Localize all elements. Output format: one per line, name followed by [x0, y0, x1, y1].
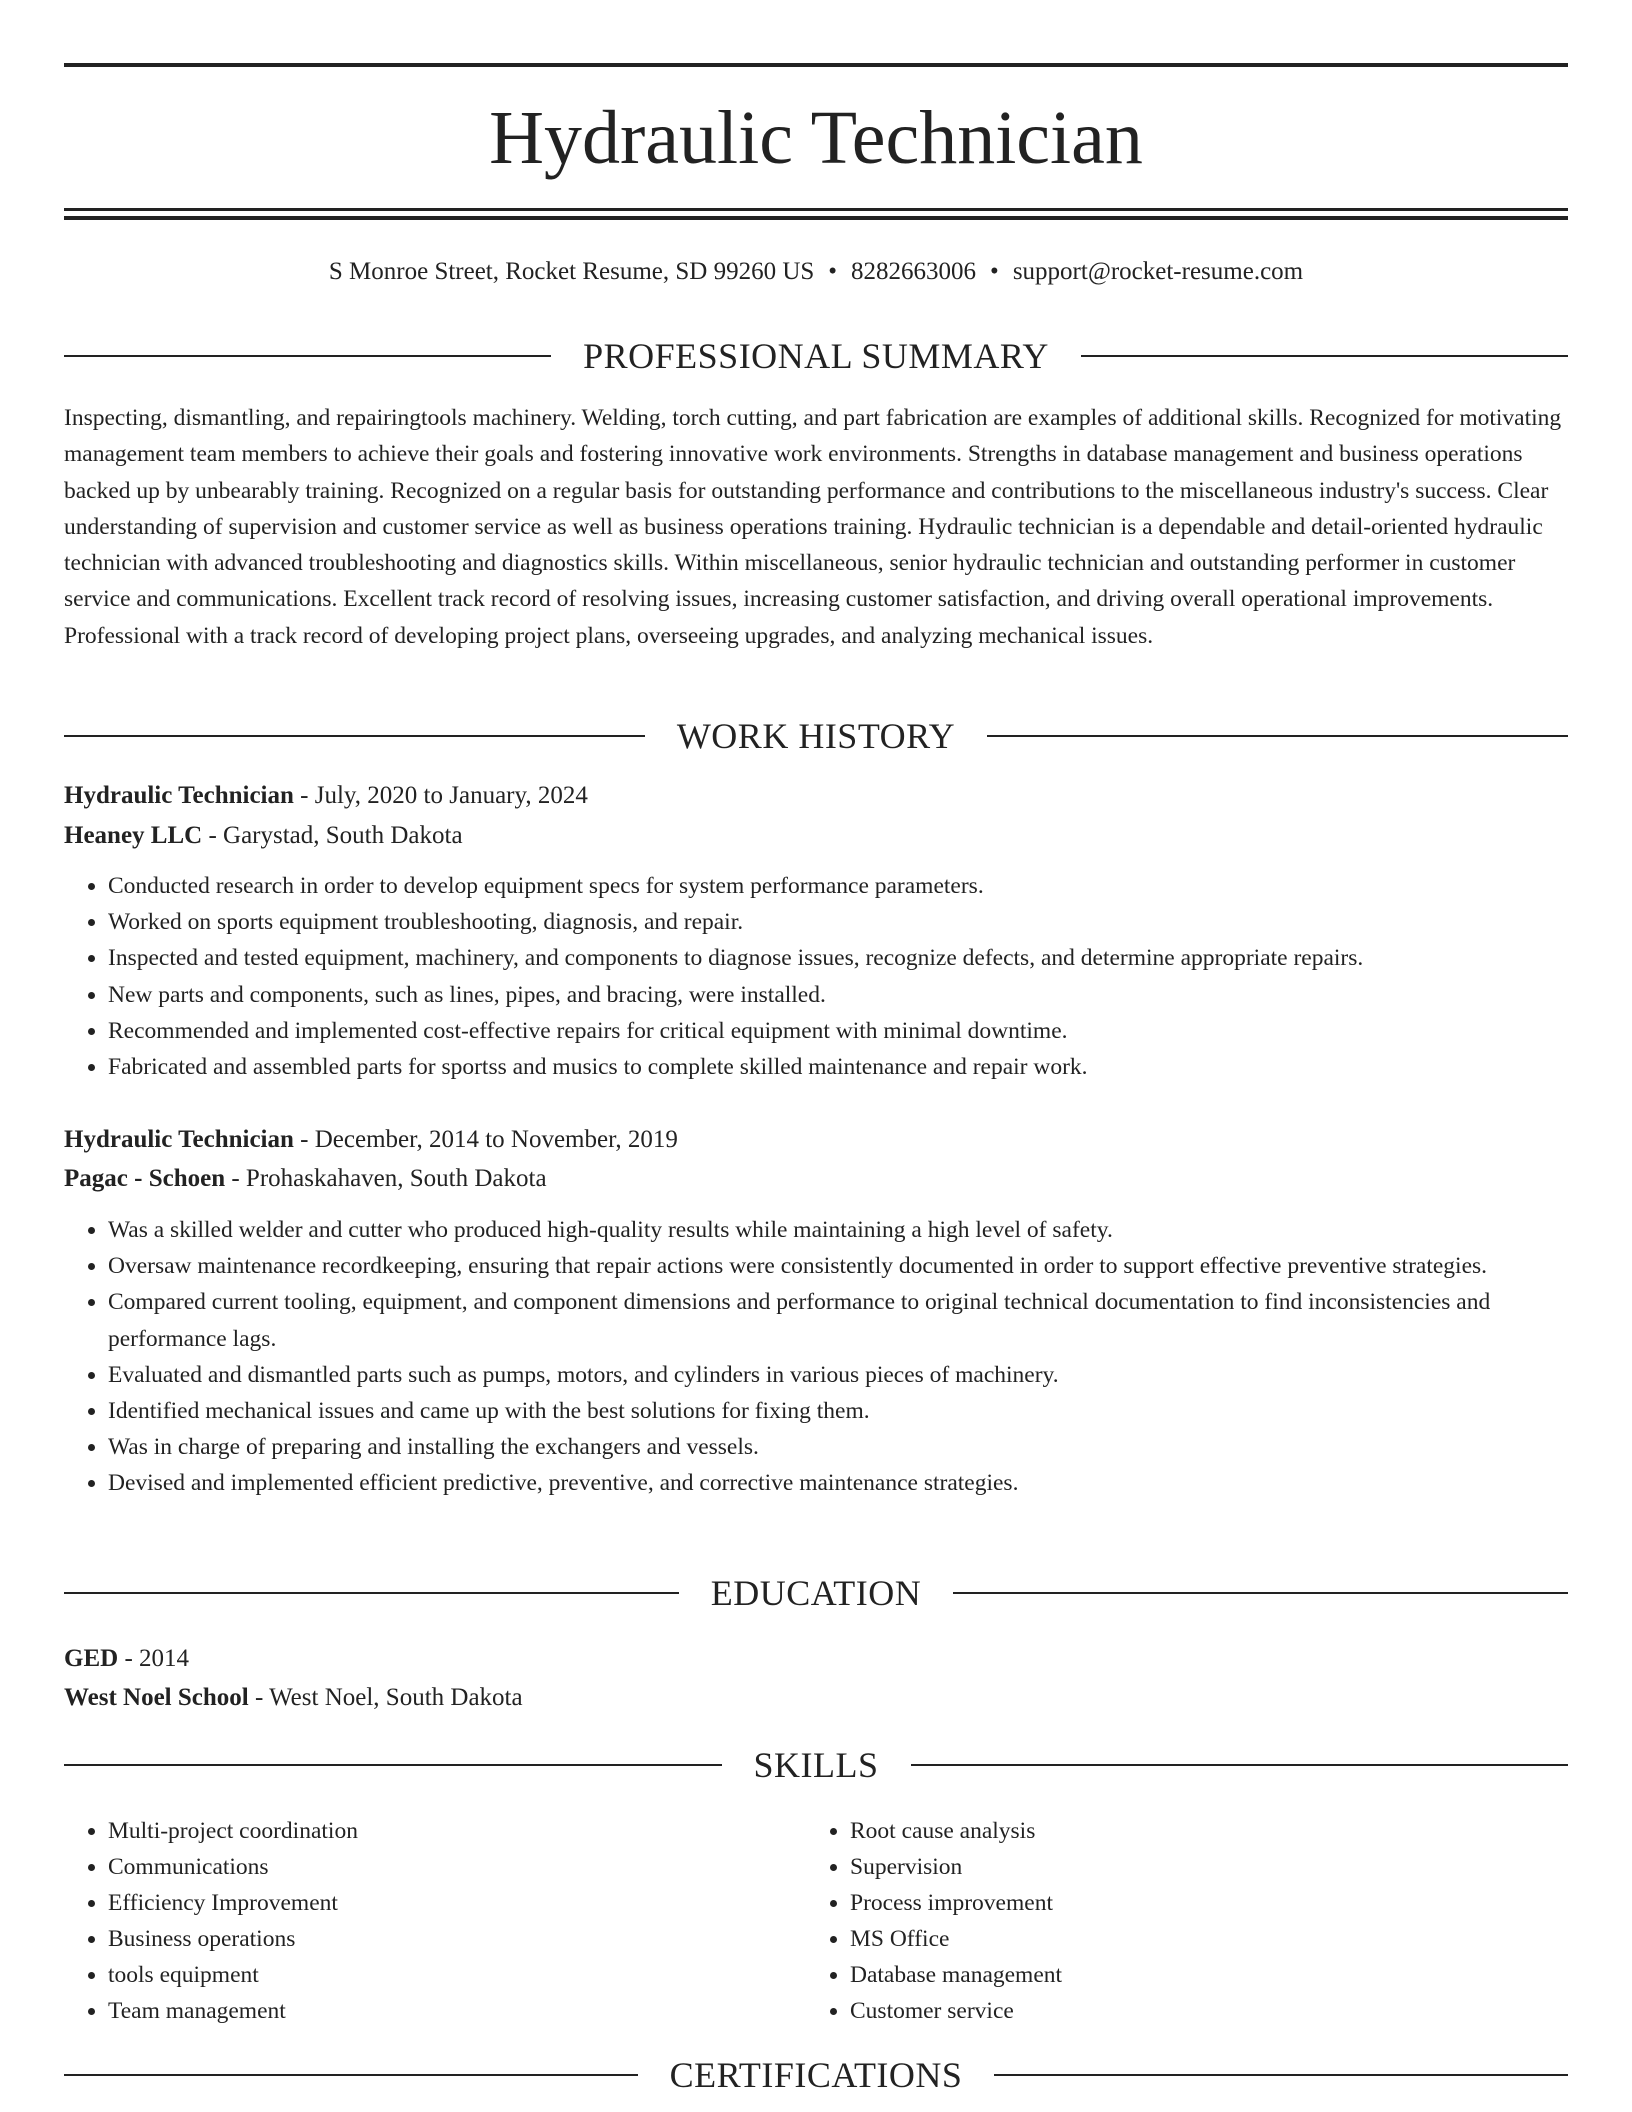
section-rule [64, 1764, 722, 1766]
section-rule [953, 1592, 1568, 1594]
job-title: Hydraulic Technician [64, 1126, 294, 1153]
skill-item: • MS Office [850, 1921, 1568, 1957]
job-bullets [64, 1212, 1568, 1502]
education-year: - 2014 [118, 1645, 190, 1672]
section-header-education [64, 1571, 1568, 1615]
candidate-name: Hydraulic Technician [489, 96, 1143, 180]
section-title: SKILLS [753, 1745, 879, 1785]
section-header-skills [64, 1743, 1568, 1787]
education-degree: GED [64, 1645, 119, 1672]
contact-phone: 8282663006 [851, 258, 977, 285]
contact-email: support@rocket-resume.com [1012, 258, 1304, 285]
section-title: CERTIFICATIONS [669, 2055, 963, 2095]
section-header-summary [64, 334, 1568, 378]
list-item: • New parts and components, such as lines, pipes, and bracing, were installed. [108, 977, 1568, 1013]
header-top-rule [64, 63, 1568, 67]
skill-item: • tools equipment [108, 1957, 806, 1993]
skill-item: • Business operations [108, 1921, 806, 1957]
job-title-line [64, 778, 1568, 814]
section-rule [994, 2074, 1568, 2076]
skill-item: • Process improvement [850, 1885, 1568, 1921]
header-double-rule-upper [64, 208, 1568, 211]
section-header-work [64, 714, 1568, 758]
section-rule [987, 735, 1568, 737]
section-rule [911, 1764, 1569, 1766]
job-company-line [64, 818, 1568, 854]
list-item: • Devised and implemented efficient predictive, preventive, and corrective maintenance strategies. [108, 1465, 1568, 1501]
section-rule [64, 1592, 679, 1594]
job-title: Hydraulic Technician [64, 782, 294, 809]
skill-item: • Multi-project coordination [108, 1813, 806, 1849]
job-title-line [64, 1122, 1568, 1158]
skill-item: • Efficiency Improvement [108, 1885, 806, 1921]
list-item: • Compared current tooling, equipment, and component dimensions and performance to original technical documentation to find inconsistencies and performance lags. [108, 1284, 1568, 1356]
list-item: • Recommended and implemented cost-effective repairs for critical equipment with minimal downtime. [108, 1013, 1568, 1049]
skill-item: • Database management [850, 1957, 1568, 1993]
contact-separator: • [828, 258, 838, 285]
section-header-certifications [64, 2053, 1568, 2097]
header-double-rule-lower [64, 216, 1568, 220]
list-item: • Was a skilled welder and cutter who produced high-quality results while maintaining a high level of safety. [108, 1212, 1568, 1248]
section-title: WORK HISTORY [676, 716, 956, 756]
education-location: - West Noel, South Dakota [248, 1684, 523, 1711]
skill-item: • Customer service [850, 1993, 1568, 2029]
job-location: - Garystad, South Dakota [202, 822, 463, 849]
list-item: • Identified mechanical issues and came up with the best solutions for fixing them. [108, 1393, 1568, 1429]
education-degree-line [64, 1641, 1568, 1677]
skill-item: • Team management [108, 1993, 806, 2029]
skill-item: • Supervision [850, 1849, 1568, 1885]
list-item: • Fabricated and assembled parts for sportss and musics to complete skilled maintenance and repair work. [108, 1049, 1568, 1085]
job-company: Heaney LLC [64, 822, 203, 849]
job-company-line [64, 1161, 1568, 1197]
education-school: West Noel School [64, 1684, 249, 1711]
job-dates: - December, 2014 to November, 2019 [293, 1126, 678, 1153]
job-company: Pagac - Schoen [64, 1165, 226, 1192]
contact-separator: • [990, 258, 999, 285]
section-rule [64, 2074, 638, 2076]
job-bullets [64, 868, 1568, 1085]
skills-list-right [806, 1813, 1568, 2029]
skills-list-left [64, 1813, 806, 2029]
section-rule [64, 355, 551, 357]
summary-paragraph: Inspecting, dismantling, and repairingtools machinery. Welding, torch cutting, and part fabrication are examples of additional skills. Recognized for motivating management team members to achieve their goals and fostering innovative work environments. Strengths in database management and business operations backed up by unbearably training. Recognized on a regular basis for outstanding performance and contributions to the miscellaneous industry's success. Clear understanding of supervision and customer service as well as business operations training. Hydraulic technician is a dependable and detail-oriented hydraulic technician with advanced troubleshooting and diagnostics skills. Within miscellaneous, senior hydraulic technician and outstanding performer in customer service and communications. Excellent track record of resolving issues, increasing customer satisfaction, and driving overall operational improvements. Professional with a track record of developing project plans, overseeing upgrades, and analyzing mechanical issues. [64, 405, 1562, 649]
list-item: • Oversaw maintenance recordkeeping, ensuring that repair actions were consistently documented in order to support effective preventive strategies. [108, 1248, 1568, 1284]
list-item: • Evaluated and dismantled parts such as pumps, motors, and cylinders in various pieces of machinery. [108, 1357, 1568, 1393]
section-title: EDUCATION [710, 1573, 922, 1613]
contact-line [64, 254, 1568, 290]
education-school-line [64, 1680, 1568, 1716]
job-location: - Prohaskahaven, South Dakota [225, 1165, 547, 1192]
list-item: • Conducted research in order to develop equipment specs for system performance parameters. [108, 868, 1568, 904]
list-item: • Was in charge of preparing and installing the exchangers and vessels. [108, 1429, 1568, 1465]
job-dates: - July, 2020 to January, 2024 [293, 782, 588, 809]
skill-item: • Root cause analysis [850, 1813, 1568, 1849]
skill-item: • Communications [108, 1849, 806, 1885]
section-rule [64, 735, 645, 737]
list-item: • Worked on sports equipment troubleshooting, diagnosis, and repair. [108, 904, 1568, 940]
list-item: • Inspected and tested equipment, machinery, and components to diagnose issues, recognize defects, and determine appropriate repairs. [108, 940, 1568, 976]
section-rule [1081, 355, 1568, 357]
contact-address: S Monroe Street, Rocket Resume, SD 99260 US [328, 258, 815, 285]
section-title: PROFESSIONAL SUMMARY [583, 336, 1049, 376]
